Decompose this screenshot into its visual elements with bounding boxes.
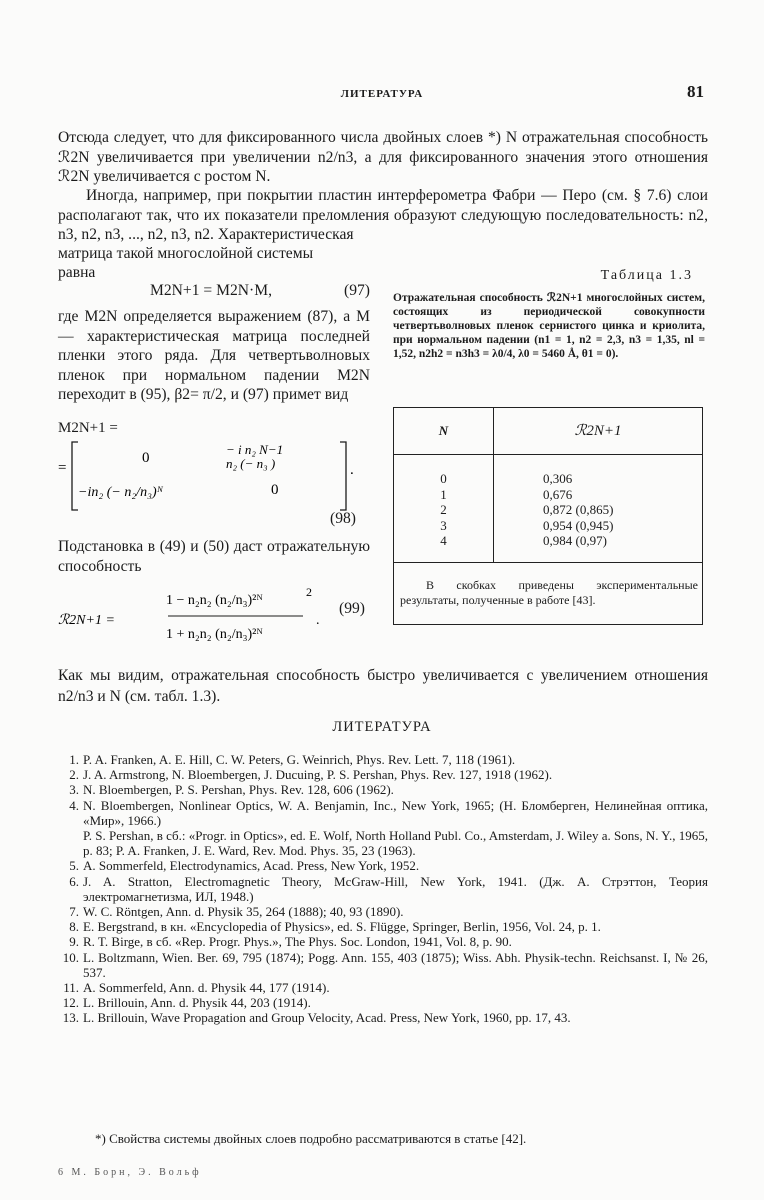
reference-text: E. Bergstrand, в кн. «Encyclopedia of Physics», ed. S. Flügge, Springer, Berlin, 1956, Vol. 24, p. 1. (83, 919, 601, 935)
matrix-sentence: матрица такой многослойной системы (58, 245, 314, 262)
reference-item (58, 782, 708, 797)
table-footer-divider (394, 562, 702, 563)
reference-item (58, 874, 708, 904)
reference-item (58, 980, 708, 995)
eq99-exponent: 2 (306, 585, 312, 599)
equation-97-body: M2N+1 = M2N·M, (150, 282, 272, 299)
reference-item (58, 919, 708, 934)
reference-number: 5. (69, 858, 79, 874)
reference-text: A. Sommerfeld, Ann. d. Physik 44, 177 (1914). (83, 980, 330, 996)
reference-number: 2. (69, 767, 79, 783)
reference-item (58, 858, 708, 873)
reference-number: 11. (63, 980, 79, 996)
reference-item (58, 798, 708, 828)
table-header-n: N (438, 423, 449, 438)
eq99-dot: . (316, 613, 320, 628)
reference-number: 12. (62, 995, 79, 1011)
table-rows (394, 471, 702, 549)
reference-item (58, 828, 708, 858)
table-row (394, 502, 702, 518)
table-cell-value: 0,306 (543, 471, 573, 486)
table-cell-value: 0,984 (0,97) (543, 533, 607, 548)
reference-number: 7. (69, 904, 79, 920)
substitution-paragraph: Подстановка в (49) и (50) даст отражательную способность (58, 538, 370, 575)
reference-number: 8. (69, 919, 79, 935)
matrix-98 (58, 436, 378, 516)
left-column-paragraph: где M2N определяется выражением (87), а M — характеристическая матрица последней пленки этого ряда. Для четвертьволновых пленок при нормальном падении M2N переходит в (95), β2= π/2, и (97) примет вид (58, 308, 370, 403)
matrix-label: M2N+1 = (58, 420, 118, 436)
table-cell-n: 2 (440, 502, 447, 517)
reference-text: N. Bloembergen, P. S. Pershan, Phys. Rev. 128, 606 (1962). (83, 782, 394, 798)
eq99-lhs: ℛ2N+1 = (58, 613, 115, 628)
m11: 0 (142, 450, 150, 466)
reference-number: 10. (62, 949, 79, 965)
table-row (394, 487, 702, 503)
reference-text: W. C. Röntgen, Ann. d. Physik 35, 264 (1888); 40, 93 (1890). (83, 904, 404, 920)
table-cell-n: 3 (440, 517, 447, 533)
table-cell-value: 0,954 (0,945) (543, 517, 614, 533)
reference-text: P. A. Franken, A. E. Hill, C. W. Peters, G. Weinrich, Phys. Rev. Lett. 7, 118 (1961). (83, 752, 516, 767)
equation-98-number: (98) (330, 510, 356, 527)
table-row (394, 471, 702, 487)
reference-text: J. A. Stratton, Electromagnetic Theory, McGraw-Hill, New York, 1941. (Дж. А. Стрэттон, Теория электромагнетизма, ИЛ, 1948.) (83, 873, 708, 904)
reference-item (58, 752, 708, 767)
m22: 0 (271, 482, 279, 498)
reference-text: A. Sommerfeld, Electrodynamics, Acad. Press, New York, 1952. (83, 858, 420, 874)
m21: −in₂ (− n₂/n₃)ᴺ (78, 485, 164, 500)
conclusion-paragraph: Как мы видим, отражательная способность быстро увеличивается с увеличением отношения n2/n3 и N (см. табл. 1.3). (58, 667, 708, 705)
table-caption: Отражательная способность ℛ2N+1 многослойных систем, состоящих из периодической совокупности четвертьволновых пленок сернистого цинка и криолита, при нормальном падении (n1 = 1, n2 = 2,3, n3 = 1,35, nl = 1,52, n2h2 = n3h3 = λ0/4, λ0 = 5460 Å, θ1 = 0). (393, 292, 705, 360)
running-title: ЛИТЕРАТУРА (340, 88, 424, 100)
page-number: 81 (687, 82, 704, 101)
reference-text: J. A. Armstrong, N. Bloembergen, J. Ducuing, P. S. Pershan, Phys. Rev. 127, 1918 (1962). (83, 767, 553, 783)
reference-number: 9. (69, 934, 79, 950)
table-row (394, 518, 702, 534)
table-row (394, 533, 702, 549)
table-header-r: ℛ2N+1 (574, 423, 622, 439)
reference-text: L. Boltzmann, Wien. Ber. 69, 795 (1874); Pogg. Ann. 155, 403 (1875); Wiss. Abh. Physik-techn. Reichsanst. I, № 26, 537. (83, 949, 708, 980)
table-cell-value: 0,676 (543, 486, 573, 502)
reference-item (58, 1010, 708, 1025)
reference-number: 3. (69, 782, 79, 798)
reference-text: R. T. Birge, в сб. «Rep. Progr. Phys.», The Phys. Soc. London, 1941, Vol. 8, p. 90. (83, 934, 512, 950)
m12b: n₂ (− n₃ ) (226, 456, 276, 471)
table-cell-n: 4 (440, 533, 447, 548)
reference-number: 6. (69, 873, 79, 889)
reference-item (58, 934, 708, 949)
reference-item (58, 767, 708, 782)
eq99-denominator: 1 + n₂n₂ (n₂/n₃)²ᴺ (166, 627, 263, 642)
reference-number: 4. (69, 797, 79, 813)
table-cell-value: 0,872 (0,865) (543, 502, 614, 517)
table-cell-n: 1 (440, 486, 447, 502)
matrix-dot: . (350, 462, 354, 478)
reference-list (58, 752, 708, 1026)
eq99-numerator: 1 − n₂n₂ (n₂/n₃)²ᴺ (166, 593, 263, 608)
matrix-equals: = (58, 460, 67, 476)
paragraph-2: Иногда, например, при покрытии пластин интерферометра Фабри — Перо (см. § 7.6) слои располагают так, что их показатели преломления образуют следующую последовательность: n2, n3, n2, n3, ..., n2, n3, n2. Характеристическая (58, 187, 708, 243)
reference-item (58, 995, 708, 1010)
footnote: *) Свойства системы двойных слоев подробно рассматриваются в статье [42]. (95, 1131, 527, 1146)
equation-97 (150, 282, 370, 300)
equation-99-number: (99) (339, 600, 365, 617)
equation-97-number: (97) (344, 282, 370, 299)
reference-text: L. Brillouin, Ann. d. Physik 44, 203 (1914). (83, 995, 311, 1011)
table-note: В скобках приведены экспериментальные результаты, полученные в работе [43]. (400, 578, 698, 607)
equation-99 (58, 576, 338, 666)
table-cell-n: 0 (440, 471, 447, 486)
reference-item (58, 950, 708, 980)
m12: − i n₂ N−1 (226, 442, 284, 457)
literature-heading: ЛИТЕРАТУРА (332, 719, 432, 735)
paragraph-1: Отсюда следует, что для фиксированного числа двойных слоев *) N отражательная способность ℛ2N увеличивается при увеличении n2/n3, а для фиксированного значения этого отношения ℛ2N увеличивается с ростом N. (58, 129, 708, 185)
reference-text: N. Bloembergen, Nonlinear Optics, W. A. Benjamin, Inc., New York, 1965; (Н. Бломберген, Нелинейная оптика, «Мир», 1966.) (83, 797, 708, 828)
reference-text: L. Brillouin, Wave Propagation and Group Velocity, Acad. Press, New York, 1960, pp. 17, 43. (83, 1010, 571, 1026)
ravna-word: равна (58, 264, 96, 281)
reference-number: 1. (69, 752, 79, 767)
reflectivity-table (393, 407, 703, 625)
reference-item (58, 904, 708, 919)
reference-number: 13. (62, 1010, 79, 1026)
signature-mark: 6 М. Борн, Э. Вольф (58, 1167, 202, 1178)
right-bracket (340, 442, 346, 510)
reference-text: P. S. Pershan, в сб.: «Progr. in Optics», ed. E. Wolf, North Holland Publ. Co., Amsterdam, J. Wiley a. Sons, N. Y., 1965, p. 83; P. A. Franken, J. E. Ward, Rev. Mod. Phys. 35, 23 (1963). (83, 828, 708, 859)
table-title: Таблица 1.3 (600, 268, 693, 283)
